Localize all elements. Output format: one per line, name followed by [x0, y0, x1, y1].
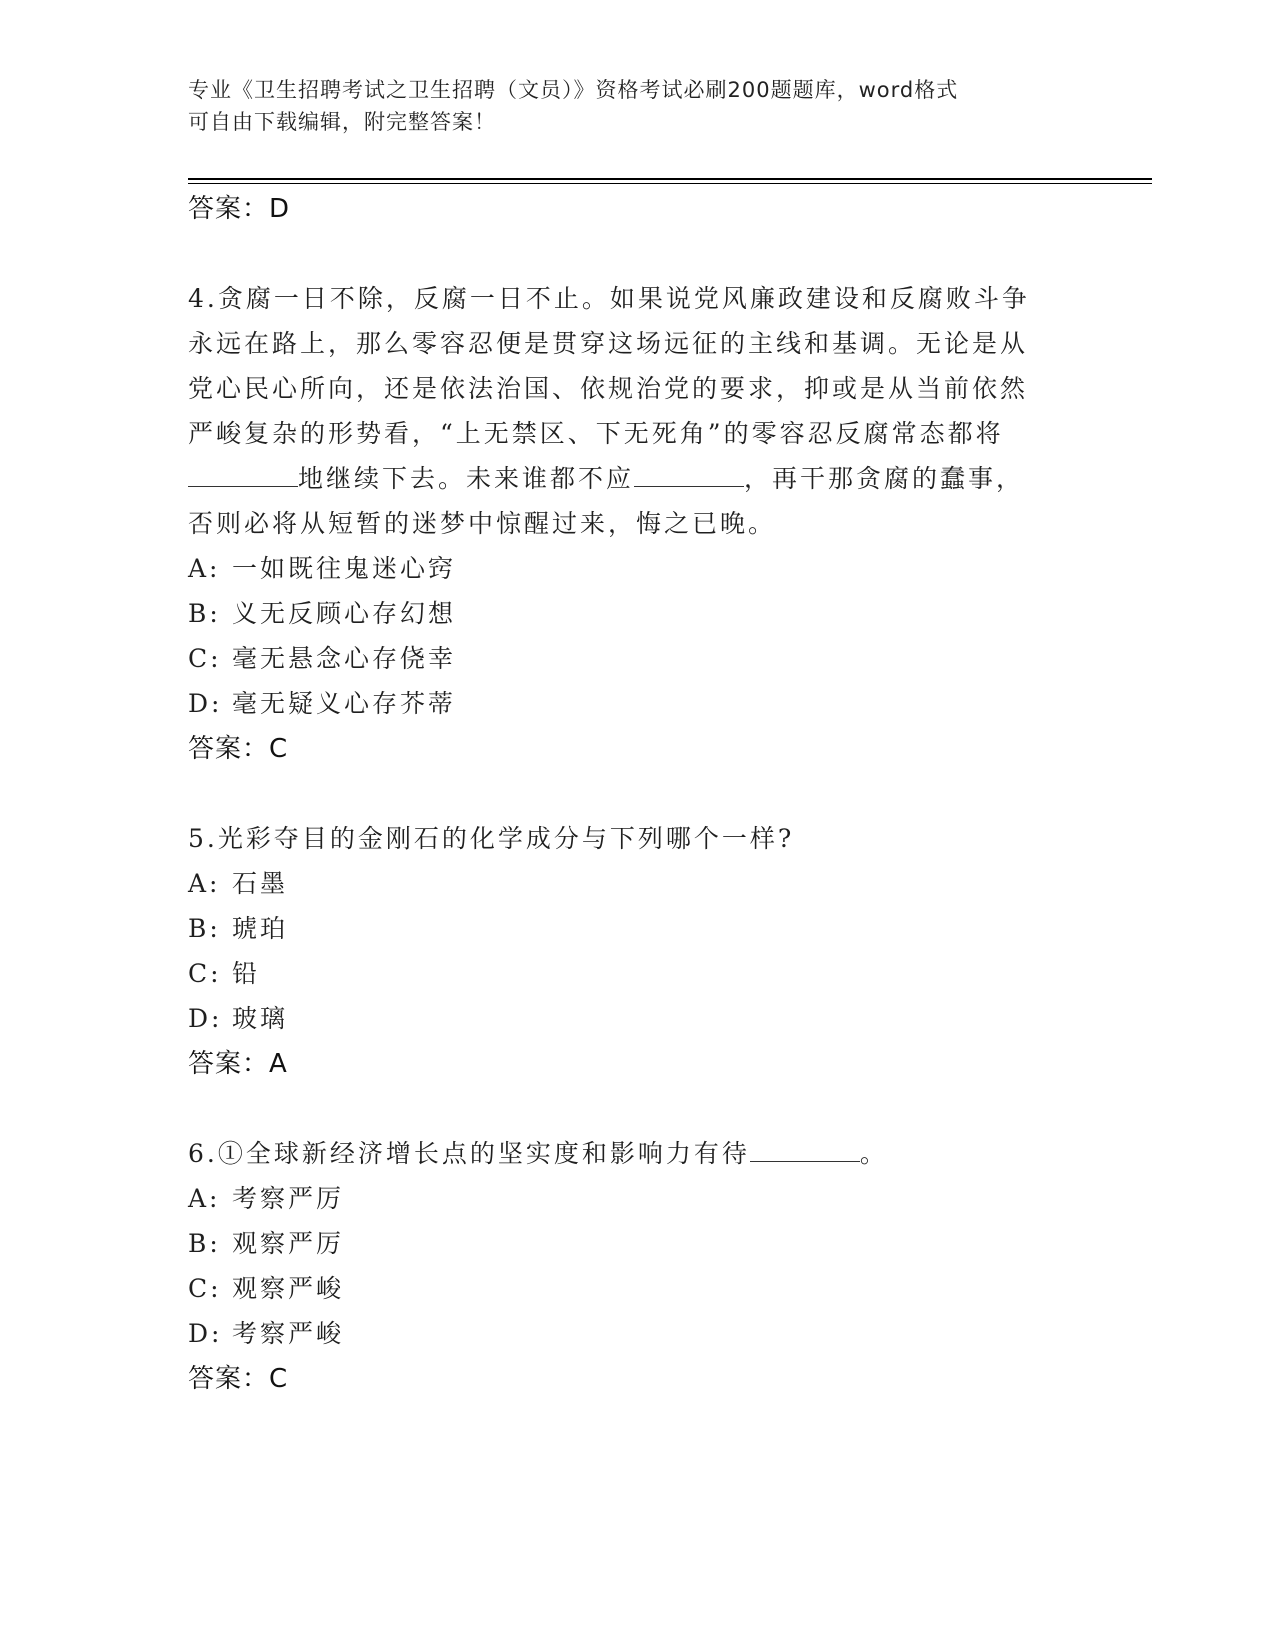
- option-c: [188, 636, 1088, 681]
- option-text: 毫无悬念心存侥幸: [232, 644, 457, 673]
- answer-q3: 答案：D: [188, 194, 291, 224]
- question-5: [188, 816, 1088, 1087]
- option-d: [188, 681, 1088, 726]
- option-d: [188, 1311, 1088, 1356]
- question-6: [188, 1131, 1088, 1402]
- option-b: [188, 1221, 1088, 1266]
- header-line-2: 可自由下载编辑，附完整答案！: [188, 110, 496, 134]
- option-text: 考察严峻: [232, 1319, 345, 1348]
- stem-line: 永远在路上，那么零容忍便是贯穿这场远征的主线和基调。无论是从: [188, 329, 1029, 358]
- option-key: B:: [188, 1229, 221, 1258]
- option-a: [188, 1176, 1088, 1221]
- answer-q5: 答案：A: [188, 1049, 288, 1079]
- fill-blank: [750, 1137, 860, 1162]
- option-d: [188, 996, 1088, 1041]
- spacer: [188, 1087, 1088, 1131]
- stem-segment: 6.①全球新经济增长点的坚实度和影响力有待: [188, 1139, 750, 1168]
- spacer: [188, 772, 1088, 816]
- fill-blank: [188, 462, 298, 487]
- option-text: 观察严峻: [232, 1274, 345, 1303]
- option-a: [188, 546, 1088, 591]
- stem-segment: ，再干那贪腐的蠢事，: [744, 464, 1025, 493]
- option-key: B:: [188, 914, 221, 943]
- stem-line-with-blank: [188, 1131, 1088, 1176]
- option-text: 观察严厉: [232, 1229, 345, 1258]
- option-text: 义无反顾心存幻想: [232, 599, 457, 628]
- option-key: A:: [188, 869, 221, 898]
- option-key: B:: [188, 599, 221, 628]
- option-c: [188, 1266, 1088, 1311]
- header-rule-thick: [188, 178, 1152, 180]
- option-b: [188, 591, 1088, 636]
- stem-segment: 地继续下去。未来谁都不应: [298, 464, 635, 493]
- header-line-1: 专业《卫生招聘考试之卫生招聘（文员）》资格考试必刷200题题库，word格式: [188, 78, 959, 102]
- option-key: A:: [188, 1184, 221, 1213]
- option-key: C:: [188, 1274, 222, 1303]
- option-text: 琥珀: [232, 914, 289, 943]
- stem-line: 严峻复杂的形势看，“上无禁区、下无死角”的零容忍反腐常态都将: [188, 419, 1004, 448]
- option-key: A:: [188, 554, 221, 583]
- fill-blank: [634, 462, 744, 487]
- document-header: [188, 74, 1068, 138]
- option-text: 石墨: [232, 869, 289, 898]
- option-a: [188, 861, 1088, 906]
- option-key: D:: [188, 689, 223, 718]
- option-key: C:: [188, 644, 222, 673]
- stem-line: 4.贪腐一日不除，反腐一日不止。如果说党风廉政建设和反腐败斗争: [188, 284, 1030, 313]
- answer-q6: 答案：C: [188, 1364, 289, 1394]
- option-key: D:: [188, 1004, 223, 1033]
- stem-segment: 。: [859, 1139, 888, 1168]
- option-text: 一如既往鬼迷心窍: [232, 554, 457, 583]
- answer-q4: 答案：C: [188, 734, 289, 764]
- question-5-stem: [188, 816, 1088, 861]
- option-text: 铅: [232, 959, 261, 988]
- option-b: [188, 906, 1088, 951]
- stem-line: 否则必将从短暂的迷梦中惊醒过来，悔之已晚。: [188, 509, 777, 538]
- option-key: C:: [188, 959, 222, 988]
- question-4: [188, 276, 1088, 772]
- spacer: [188, 232, 1088, 276]
- question-4-stem: [188, 276, 1088, 546]
- option-key: D:: [188, 1319, 223, 1348]
- stem-line: 党心民心所向，还是依法治国、依规治党的要求，抑或是从当前依然: [188, 374, 1029, 403]
- stem-line-with-blanks: [188, 456, 1088, 501]
- question-list: [188, 186, 1088, 1402]
- header-rule-thin: [188, 183, 1152, 184]
- option-text: 玻璃: [232, 1004, 289, 1033]
- option-text: 毫无疑义心存芥蒂: [232, 689, 457, 718]
- question-6-stem: [188, 1131, 1088, 1176]
- stem-line: 5.光彩夺目的金刚石的化学成分与下列哪个一样?: [188, 824, 795, 853]
- option-c: [188, 951, 1088, 996]
- option-text: 考察严厉: [232, 1184, 345, 1213]
